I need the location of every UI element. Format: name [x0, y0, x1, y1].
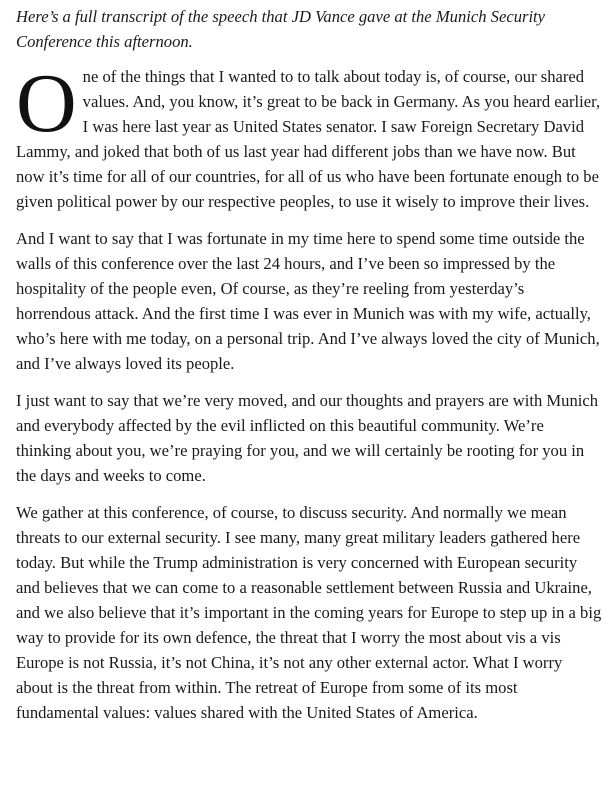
drop-cap: O	[16, 57, 77, 150]
paragraph-4: We gather at this conference, of course, to discuss security. And normally we mean threats to our external security. I see many, many great military leaders gathered here today. But while the Trump administration is very concerned with European security and believes that we can come to a reasonable settlement between Russia and Ukraine, and we also believe that it’s important in the coming years for Europe to step up in a big way to provide for its own defence, the threat that I worry the most about vis a vis Europe is not Russia, it’s not China, it’s not any other external actor. What I worry about is the threat from within. The retreat of Europe from some of its most fundamental values: values shared with the United States of America.	[16, 503, 602, 722]
intro-text: Here’s a full transcript of the speech that JD Vance gave at the Munich Security Conference this afternoon.	[16, 7, 546, 51]
paragraph-3: I just want to say that we’re very moved, and our thoughts and prayers are with Munich and everybody affected by the evil inflicted on this beautiful community. We’re thinking about you, we’re praying for you, and we will certainly be rooting for you in the days and weeks to come.	[16, 391, 599, 485]
paragraph-2: And I want to say that I was fortunate in my time here to spend some time outside the walls of this conference over the last 24 hours, and I’ve been so impressed by the hospitality of the people even, Of course, as they’re reeling from yesterday’s horrendous attack. And the first time I was ever in Munich was with my wife, actually, who’s here with me today, on a personal trip. And I’ve always loved the city of Munich, and I’ve always loved its people.	[16, 229, 600, 373]
paragraph-1	[16, 57, 602, 214]
paragraph-1-text: ne of the things that I wanted to to talk about today is, of course, our shared values. And, you know, it’s great to be back in Germany. As you heard earlier, I was here last year as United States senator. I saw Foreign Secretary David Lammy, and joked that both of us last year had different jobs than we have now. But now it’s time for all of our countries, for all of us who have been fortunate enough to be given political power by our respective peoples, to use it wisely to improve their lives.	[16, 67, 601, 211]
article-body	[16, 4, 602, 737]
